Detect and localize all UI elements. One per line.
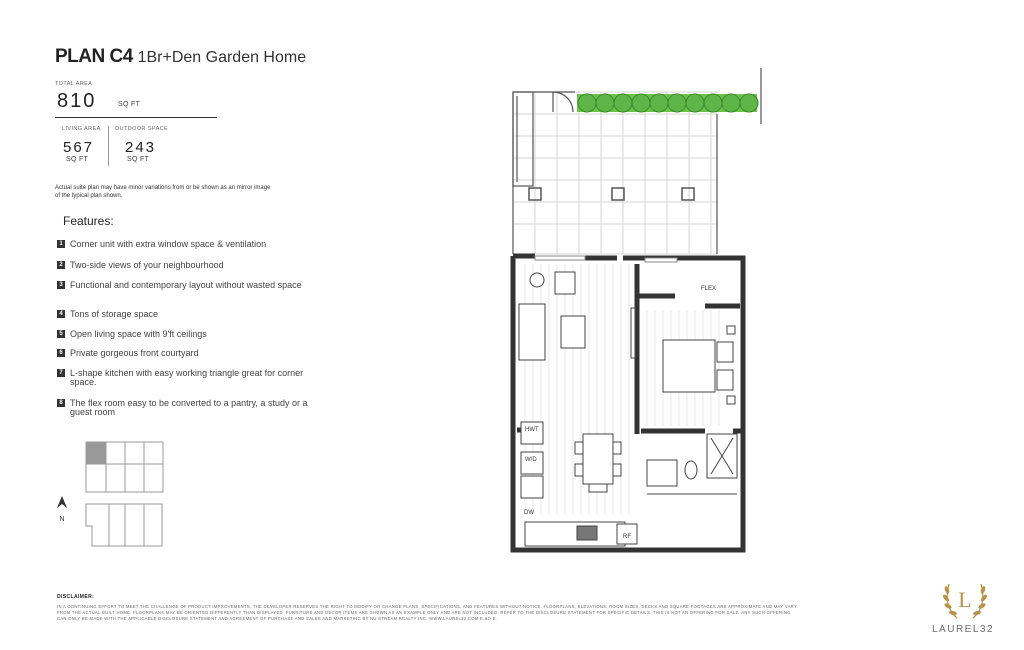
laurel-wreath-logo (937, 576, 993, 622)
plan-title (55, 46, 306, 68)
feature-item: 2 Two-side views of your neighbourhood (57, 261, 327, 270)
total-area-value: 810 (57, 90, 97, 112)
living-area-label: LIVING AREA (62, 126, 101, 132)
total-area-unit: SQ FT (118, 101, 141, 108)
key-plan-unit-highlight (86, 442, 106, 464)
area-divider (55, 117, 217, 118)
feature-item: 8 The flex room easy to be converted to a pantry, a study or a guest room (57, 399, 327, 417)
wd-label: W/D (525, 457, 537, 463)
outdoor-area-value: 243 (125, 139, 157, 156)
floor-plan (505, 64, 775, 554)
rf-label: RF (623, 534, 631, 540)
flex-label: FLEX (701, 286, 717, 292)
outdoor-area-label: OUTDOOR SPACE (115, 126, 169, 132)
feature-item: 6 Private gorgeous front courtyard (57, 349, 327, 358)
disclaimer-heading: DISCLAIMER: (57, 594, 95, 600)
living-area-value: 567 (63, 139, 95, 156)
plan-name: PLAN C4 (55, 46, 133, 67)
feature-item: 5 Open living space with 9'ft ceilings (57, 330, 327, 339)
dw-label: DW (524, 510, 534, 516)
plan-note: Actual suite plan may have minor variations from or be shown as an mirror image of the typical plan shown. (55, 185, 271, 199)
hedge (577, 94, 758, 112)
feature-item: 7 L-shape kitchen with easy working triangle great for corner space. (57, 369, 327, 387)
total-area-label: TOTAL AREA (55, 81, 93, 87)
plan-subtitle: 1Br+Den Garden Home (137, 49, 307, 66)
area-separator (108, 126, 109, 166)
compass-label: N (59, 516, 65, 523)
living-area-unit: SQ FT (66, 156, 89, 163)
feature-item: 1 Corner unit with extra window space & ventilation (57, 240, 327, 249)
hwt-label: HWT (525, 427, 539, 433)
patio (513, 92, 717, 254)
feature-item: 3 Functional and contemporary layout without wasted space (57, 281, 327, 290)
disclaimer-text: IN A CONTINUING EFFORT TO MEET THE CHALLENGE OF PRODUCT IMPROVEMENTS, THE DEVELOPER RESERVES THE RIGHT TO MODIFY OR CHANGE PLANS, SPECIFICATIONS, AND FEATURES WITHOUT NOTICE. FLOORPLANS, ELEVATIONS, ROOM SIZES, DECKS AND SQUARE FOOTAGES ARE APPROXIMATE AND MAY VARY FROM THE ACTUAL BUILT HOME. FLOORPLANS MAY BE ORIENTED DIFFERENTLY THAN DISPLAYED. FURNITURE AND DECOR ITEMS ARE SHOWN AS AN EXAMPLE ONLY AND ARE NOT INCLUDED. REFER TO THE DISCLOSURE STATEMENT FOR SPECIFIC DETAILS. THIS IS NOT AN OFFERING FOR SALE. ANY SUCH OFFERING CAN ONLY BE MADE WITH THE APPLICABLE DISCLOSURE STATEMENT AND AGREEMENT OF PURCHASE AND SALES AND MARKETING BY NU STREAM REALTY INC. WWW.LAUREL32.COM E.&O.E. (57, 604, 797, 621)
brand-monogram: L (958, 587, 972, 612)
features-heading: Features: (63, 214, 114, 228)
compass-arrow-icon (57, 496, 67, 508)
key-plan (52, 438, 172, 550)
feature-item: 4 Tons of storage space (57, 310, 327, 319)
outdoor-area-unit: SQ FT (127, 156, 150, 163)
brand-name: LAUREL32 (932, 624, 995, 635)
